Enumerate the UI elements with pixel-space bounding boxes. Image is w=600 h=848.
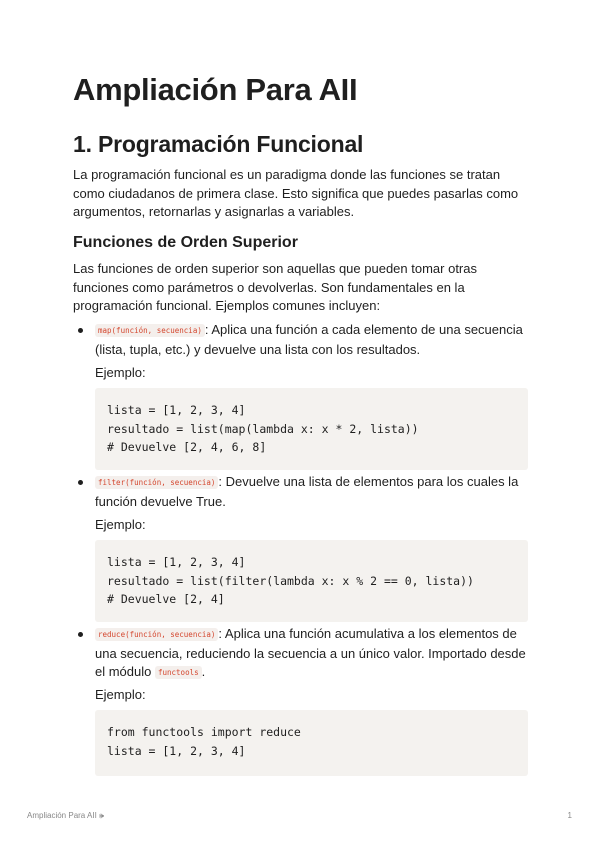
code-line: resultado = list(map(lambda x: x * 2, lista)) xyxy=(107,421,419,436)
code-line: resultado = list(filter(lambda x: x % 2 == 0, lista)) xyxy=(107,573,474,588)
code-line: lista = [1, 2, 3, 4] xyxy=(107,555,246,569)
example-label: Ejemplo: xyxy=(95,687,146,702)
section-heading: 1. Programación Funcional xyxy=(73,131,364,157)
footer-title: Ampliación Para AII 🕪 xyxy=(27,811,105,820)
list-item-text xyxy=(95,321,533,359)
inline-code: filter(función, secuencia) xyxy=(95,476,218,489)
list-item-text xyxy=(95,473,533,511)
item-description: : Aplica una función acumulativa a los elementos de una secuencia, reduciendo la secuencia a un único valor. Importado desde el módulo xyxy=(95,626,526,679)
inline-code: map(función, secuencia) xyxy=(95,324,205,337)
code-line: lista = [1, 2, 3, 4] xyxy=(107,403,246,417)
subsection-heading: Funciones de Orden Superior xyxy=(73,234,298,251)
code-line: # Devuelve [2, 4, 6, 8] xyxy=(107,440,267,454)
bullet-icon xyxy=(78,328,83,333)
page-number: 1 xyxy=(567,811,572,820)
code-block xyxy=(95,540,528,622)
example-label: Ejemplo: xyxy=(95,517,146,532)
example-label: Ejemplo: xyxy=(95,365,146,380)
subsection-intro: Las funciones de orden superior son aquellas que pueden tomar otras funciones como parámetros o devolverlas. Son fundamentales en la programación funcional. Ejemplos comunes incluyen: xyxy=(73,261,477,313)
item-description: : Aplica una función a cada elemento de una secuencia (lista, tupla, etc.) y devuelve una lista con los resultados. xyxy=(95,322,523,357)
item-description-end: . xyxy=(201,664,206,679)
code-block xyxy=(95,388,528,470)
section-intro: La programación funcional es un paradigma donde las funciones se tratan como ciudadanos de primera clase. Esto significa que puedes pasarlas como argumentos, retornarlas y asignarlas a variables. xyxy=(73,167,519,219)
bullet-icon xyxy=(78,480,83,485)
code-line: from functools import reduce xyxy=(107,725,301,739)
code-block xyxy=(95,710,528,776)
item-description: : Devuelve una lista de elementos para los cuales la función devuelve True. xyxy=(95,474,519,509)
code-line: # Devuelve [2, 4] xyxy=(107,592,225,606)
page-title: Ampliación Para AII xyxy=(73,72,358,107)
inline-code: reduce(función, secuencia) xyxy=(95,628,218,641)
code-line: lista = [1, 2, 3, 4] xyxy=(107,743,246,758)
bullet-icon xyxy=(78,632,83,637)
list-item-text xyxy=(95,625,533,683)
inline-code-module: functools xyxy=(155,666,202,679)
